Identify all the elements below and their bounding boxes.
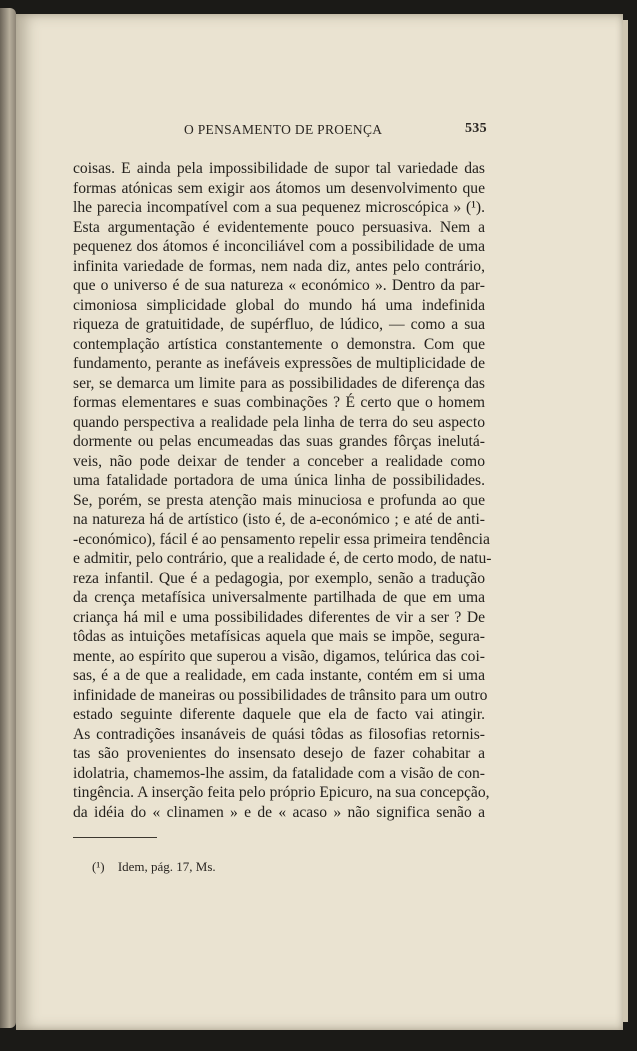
- text-line: fundamento, perante as inefáveis expressões de multiplicidade de: [73, 355, 485, 372]
- text-line: pequenez dos átomos é inconciliável com a possibilidade de uma: [73, 238, 485, 255]
- text-line: que o universo é de sua natureza « económico ». Dentro da par-: [73, 277, 485, 294]
- text-line: infinita variedade de formas, nem nada diz, antes pelo contrário,: [73, 257, 485, 275]
- text-line: e admitir, pelo contrário, que a realidade é, de certo modo, de natu-: [73, 550, 492, 567]
- text-line: infinidade de maneiras ou possibilidades de trânsito para um outro: [73, 686, 488, 704]
- page-header: [16, 117, 623, 141]
- body-text: [73, 159, 492, 822]
- text-line: Esta argumentação é evidentemente pouco persuasiva. Nem a: [73, 218, 485, 236]
- text-line: estado seguinte diferente daquele que ela de facto vai atingir.: [73, 706, 485, 723]
- text-line: veis, não pode deixar de tender a conceber a realidade como: [73, 452, 485, 470]
- text-line: contemplação artística constantemente o demonstra. Com que: [73, 335, 485, 353]
- text-line: uma fatalidade portadora de uma única linha de possibilidades.: [73, 472, 485, 489]
- text-line: coisas. E ainda pela impossibilidade de supor tal variedade das: [73, 160, 485, 177]
- text-line: formas atónicas sem exigir aos átomos um desenvolvimento que: [73, 179, 485, 197]
- text-line: reza infantil. Que é a pedagogia, por exemplo, senão a tradução: [73, 569, 485, 587]
- text-line: cimoniosa simplicidade global do mundo há uma indefinida: [73, 296, 485, 314]
- text-line: da crença metafísica universalmente partilhada de que em uma: [73, 589, 485, 606]
- text-line: criança há mil e uma possibilidades diferentes de vir a ser ? De: [73, 608, 485, 626]
- footnote-mark: (¹): [92, 859, 105, 874]
- text-line: sas, é a de que a realidade, em cada instante, contém em si uma: [73, 667, 485, 684]
- footnote: [92, 859, 216, 875]
- text-line: -económico), fácil é ao pensamento repelir essa primeira tendência: [73, 530, 490, 548]
- text-line: dormente ou pelas encumeadas das suas grandes fôrças inelutá-: [73, 433, 485, 450]
- text-line: tingência. A inserção feita pelo próprio Epicuro, na sua concepção,: [73, 784, 490, 801]
- footnote-rule: [73, 837, 157, 838]
- text-line: Se, porém, se presta atenção mais minuciosa e profunda ao que: [73, 491, 485, 509]
- text-line: mente, ao espírito que superou a visão, digamos, telúrica das coi-: [73, 647, 485, 665]
- text-line: tas são provenientes do insensato desejo de fazer cohabitar a: [73, 745, 485, 762]
- text-line: da idéia do « clinamen » e de « acaso » não significa senão a: [73, 803, 485, 821]
- footnote-text: Idem, pág. 17, Ms.: [117, 859, 216, 874]
- text-line: As contradições insanáveis de quási tôdas as filosofias retornis-: [73, 725, 485, 743]
- running-title: O PENSAMENTO DE PROENÇA: [184, 122, 383, 137]
- text-line: na natureza há de artístico (isto é, de a-económico ; e até de anti-: [73, 511, 485, 528]
- text-line: idolatria, chamemos-lhe assim, da fatalidade com a visão de con-: [73, 764, 485, 782]
- book-page: [16, 14, 623, 1030]
- page-stack-edge: [623, 20, 628, 1022]
- left-page-edge: [0, 8, 16, 1028]
- page-number: 535: [465, 121, 487, 136]
- text-line: lhe parecia incompatível com a sua pequenez microscópica » (¹).: [73, 199, 485, 216]
- text-line: quando perspectiva a realidade pela linha de terra do seu aspecto: [73, 413, 485, 431]
- text-line: tôdas as intuições metafísicas aquela que mais se impõe, segura-: [73, 628, 485, 645]
- text-line: formas elementares e suas combinações ? É certo que o homem: [73, 394, 485, 411]
- text-line: riqueza de gratuitidade, de supérfluo, de lúdico, — como a sua: [73, 316, 485, 333]
- text-line: ser, se demarca um limite para as possibilidades de diferença das: [73, 374, 485, 392]
